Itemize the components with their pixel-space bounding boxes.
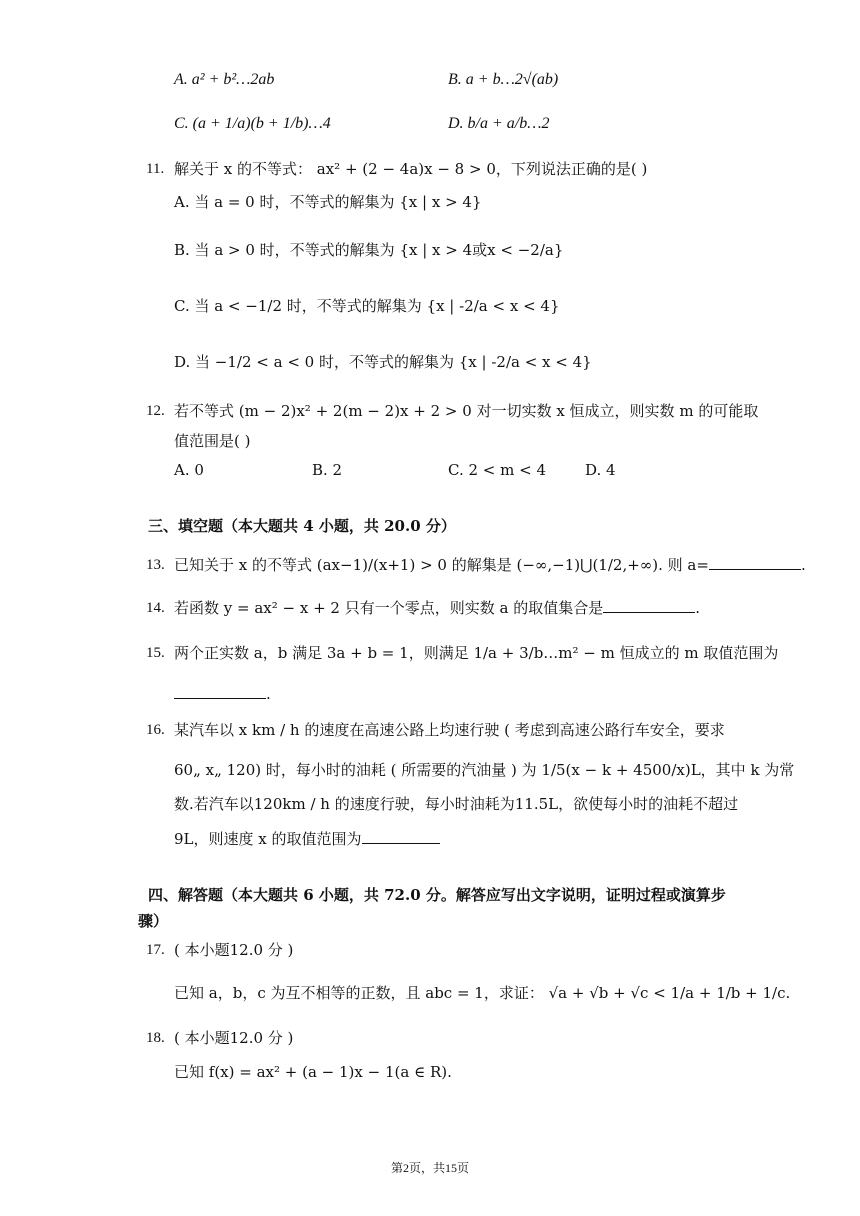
q17-score: ( 本小题12.0 分 ) [174, 941, 294, 959]
q11-option-c: C. 当 a < −1/2 时，不等式的解集为 {x | -2/a < x < 4} [174, 297, 560, 315]
q13-answer-blank [709, 555, 801, 570]
q16-line4 [174, 829, 440, 849]
q17-number: 17. [146, 942, 165, 958]
q14-answer-blank [603, 598, 695, 613]
q11-stem: 解关于 x 的不等式： ax² + (2 − 4a)x − 8 > 0，下列说法正确的是( ) [174, 160, 648, 178]
page-footer: 第2页，共15页 [390, 1161, 469, 1175]
q15-answer-blank [174, 684, 266, 699]
q12-option-a: A. 0 [174, 461, 204, 479]
q10-option-a: A. a² + b²…2ab [174, 71, 275, 88]
q16-number: 16. [146, 722, 165, 738]
q18-number: 18. [146, 1030, 165, 1046]
q18-score: ( 本小题12.0 分 ) [174, 1029, 294, 1047]
q18-text: 已知 f(x) = ax² + (a − 1)x − 1(a ∈ R). [174, 1063, 452, 1081]
q12-option-b: B. 2 [312, 461, 343, 479]
q16-answer-blank [362, 829, 440, 844]
q13-text: 已知关于 x 的不等式 (ax−1)/(x+1) > 0 的解集是 (−∞,−1)⋃(1/2,+∞). 则 a= . [174, 556, 806, 574]
q12-option-d: D. 4 [585, 461, 616, 479]
q16-line1: 某汽车以 x km / h 的速度在高速公路上均速行驶 ( 考虑到高速公路行车安全，要求 [174, 721, 725, 739]
q13-text-content: 已知关于 x 的不等式 (ax−1)/(x+1) > 0 的解集是 (−∞,−1)⋃(1/2,+∞). 则 a= [174, 556, 709, 574]
q12-option-c: C. 2 < m < 4 [448, 461, 546, 479]
section-4-heading-line1: 四、解答题（本大题共 6 小题，共 72.0 分。解答应写出文字说明，证明过程或演算步 [148, 886, 726, 904]
q16-line3: 数.若汽车以120km / h 的速度行驶，每小时油耗为11.5L，欲使每小时的油耗不超过 [174, 795, 739, 813]
q10-option-b: B. a + b…2√(ab) [448, 71, 559, 88]
q11-number: 11. [146, 161, 165, 177]
q14-text-content: 若函数 y = ax² − x + 2 只有一个零点，则实数 a 的取值集合是 [174, 599, 604, 617]
q12-stem-line1: 若不等式 (m − 2)x² + 2(m − 2)x + 2 > 0 对一切实数 x 恒成立，则实数 m 的可能取 [174, 402, 759, 420]
q10-option-c: C. (a + 1/a)(b + 1/b)…4 [174, 115, 331, 132]
q11-option-b: B. 当 a > 0 时，不等式的解集为 {x | x > 4或x < −2/a} [174, 241, 564, 259]
q15-number: 15. [146, 645, 165, 661]
q16-line2: 60„ x„ 120) 时，每小时的油耗 ( 所需要的汽油量 ) 为 1/5(x − k + 4500/x)L，其中 k 为常 [174, 761, 795, 779]
q10-option-d: D. b/a + a/b…2 [448, 115, 550, 132]
q14-number: 14. [146, 600, 165, 616]
q17-text: 已知 a，b，c 为互不相等的正数，且 abc = 1，求证： √a + √b + √c < 1/a + 1/b + 1/c. [174, 984, 791, 1002]
section-4-heading-line2: 骤） [138, 912, 169, 930]
q13-number: 13. [146, 557, 165, 573]
q15-text: 两个正实数 a，b 满足 3a + b = 1，则满足 1/a + 3/b…m² − m 恒成立的 m 取值范围为 [174, 644, 779, 662]
q12-stem-line2: 值范围是( ) [174, 432, 251, 450]
q15-answer-line: . [174, 684, 271, 704]
q11-option-a: A. 当 a = 0 时，不等式的解集为 {x | x > 4} [174, 193, 482, 211]
q12-number: 12. [146, 403, 165, 419]
q11-option-d: D. 当 −1/2 < a < 0 时，不等式的解集为 {x | -2/a < x < 4} [174, 353, 592, 371]
section-3-heading: 三、填空题（本大题共 4 小题，共 20.0 分） [148, 517, 456, 535]
q14-text: 若函数 y = ax² − x + 2 只有一个零点，则实数 a 的取值集合是 . [174, 599, 701, 617]
q16-line4-text: 9L，则速度 x 的取值范围为 [174, 830, 362, 848]
